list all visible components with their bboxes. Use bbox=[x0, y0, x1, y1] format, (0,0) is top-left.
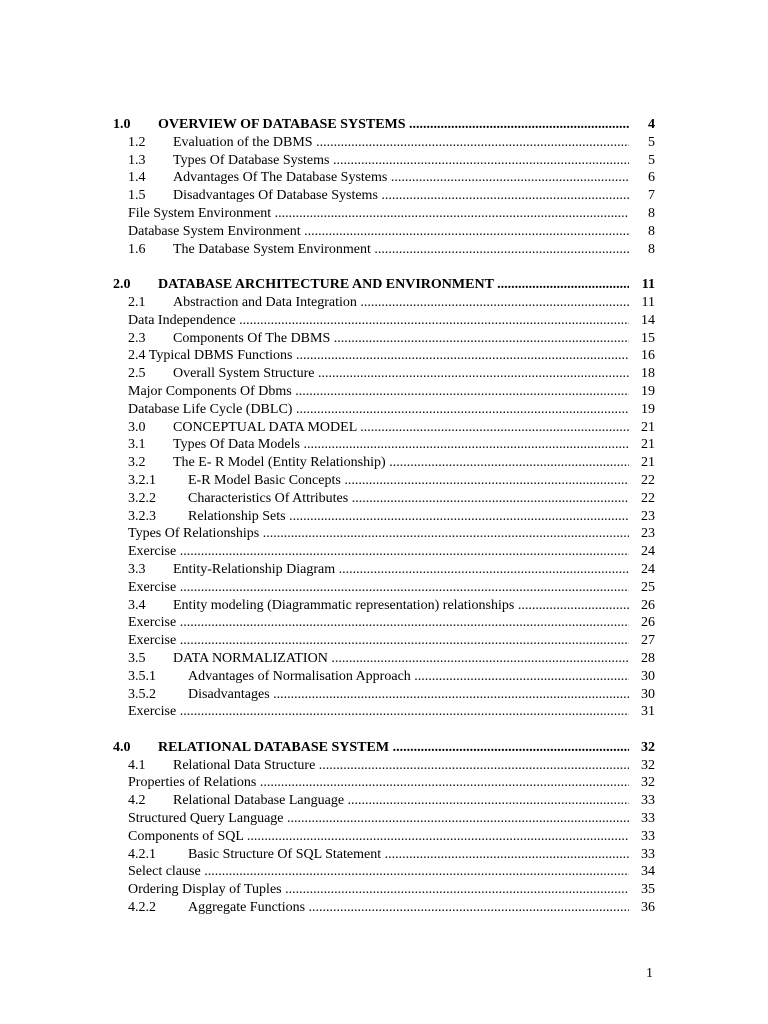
toc-entry bbox=[128, 881, 655, 899]
toc-entry-page: 5 bbox=[648, 134, 655, 150]
toc-entry-title: Types Of Database Systems bbox=[173, 152, 330, 168]
toc-entry-number: 4.2.2 bbox=[128, 900, 156, 916]
toc-entry-page: 22 bbox=[641, 472, 655, 488]
toc-entry-page: 8 bbox=[648, 241, 655, 257]
toc-entry bbox=[128, 169, 655, 187]
toc-entry-page: 28 bbox=[641, 650, 655, 666]
toc-entry bbox=[128, 152, 655, 170]
toc-entry-number: 2.3 bbox=[128, 330, 146, 346]
toc-entry-title: Characteristics Of Attributes bbox=[188, 490, 349, 506]
toc-entry bbox=[128, 134, 655, 152]
toc-entry-page: 16 bbox=[641, 348, 655, 364]
toc-entry-page: 22 bbox=[641, 490, 655, 506]
toc-entry bbox=[128, 508, 655, 526]
toc-entry-title: 2.4 Typical DBMS Functions bbox=[128, 348, 293, 364]
toc-entry-title: OVERVIEW OF DATABASE SYSTEMS bbox=[158, 117, 406, 132]
toc-entry-number: 3.5 bbox=[128, 650, 146, 666]
toc-entry bbox=[128, 668, 655, 686]
toc-entry bbox=[128, 792, 655, 810]
toc-entry-page: 18 bbox=[641, 366, 655, 382]
toc-entry-page: 23 bbox=[641, 508, 655, 524]
toc-entry-number: 4.2 bbox=[128, 793, 146, 809]
toc-entry-number: 1.5 bbox=[128, 188, 146, 204]
toc-entry bbox=[128, 347, 655, 365]
toc-entry-title: Major Components Of Dbms bbox=[128, 383, 292, 399]
toc-entry-page: 30 bbox=[641, 686, 655, 702]
toc-entry-page: 23 bbox=[641, 526, 655, 542]
toc-entry-number: 2.1 bbox=[128, 294, 146, 310]
page-number: 1 bbox=[646, 966, 653, 981]
toc-entry-page: 30 bbox=[641, 668, 655, 684]
toc-entry-page: 33 bbox=[641, 793, 655, 809]
toc-entry-page: 25 bbox=[641, 579, 655, 595]
toc-entry-title: Database System Environment bbox=[128, 223, 301, 239]
toc-entry bbox=[128, 597, 655, 615]
toc-entry-page: 5 bbox=[648, 152, 655, 168]
toc-entry-number: 3.2.1 bbox=[128, 472, 156, 488]
toc-entry bbox=[128, 846, 655, 864]
toc-entry-number: 2.5 bbox=[128, 366, 146, 382]
toc-entry-page: 21 bbox=[641, 437, 655, 453]
toc-entry-title: Relational Data Structure bbox=[173, 757, 316, 773]
toc-entry-title: DATA NORMALIZATION bbox=[173, 650, 328, 666]
toc-entry-title: E-R Model Basic Concepts bbox=[188, 472, 341, 488]
toc-entry-title: Properties of Relations bbox=[128, 775, 257, 791]
toc-entry bbox=[128, 187, 655, 205]
toc-entry-page: 24 bbox=[641, 561, 655, 577]
toc-entry-page: 31 bbox=[641, 704, 655, 720]
toc-entry-title: Structured Query Language bbox=[128, 811, 284, 827]
toc-entry-page: 7 bbox=[648, 188, 655, 204]
toc-entry-page: 21 bbox=[641, 455, 655, 471]
toc-entry-title: Advantages of Normalisation Approach bbox=[188, 668, 411, 684]
toc-entry-title: Relational Database Language bbox=[173, 793, 345, 809]
toc-entry-number: 3.2.3 bbox=[128, 508, 156, 524]
toc-entry-title: Disadvantages bbox=[188, 686, 270, 702]
toc-entry-number: 4.0 bbox=[113, 739, 131, 755]
toc-entry-number: 3.5.2 bbox=[128, 686, 156, 702]
toc-entry-page: 32 bbox=[641, 757, 655, 773]
toc-entry bbox=[128, 223, 655, 241]
toc-entry bbox=[128, 561, 655, 579]
toc-entry-page: 33 bbox=[641, 828, 655, 844]
toc-entry bbox=[128, 330, 655, 348]
toc-entry-title: Select clause bbox=[128, 864, 201, 880]
toc-entry-page: 4 bbox=[648, 117, 655, 132]
toc-entry-number: 3.5.1 bbox=[128, 668, 156, 684]
toc-entry-title: Ordering Display of Tuples bbox=[128, 882, 282, 898]
toc-entry bbox=[128, 472, 655, 490]
toc-entry bbox=[128, 632, 655, 650]
toc-entry bbox=[128, 703, 655, 721]
toc-entry-number: 3.1 bbox=[128, 437, 146, 453]
toc-entry bbox=[128, 436, 655, 454]
toc-entry bbox=[128, 401, 655, 419]
toc-entry-title: Database Life Cycle (DBLC) bbox=[128, 401, 293, 417]
toc-entry bbox=[128, 899, 655, 917]
toc-entry bbox=[128, 383, 655, 401]
toc-entry-page: 11 bbox=[641, 277, 655, 293]
toc-entry-number: 4.1 bbox=[128, 757, 146, 773]
toc-entry-page: 35 bbox=[641, 882, 655, 898]
toc-entry-page: 27 bbox=[641, 633, 655, 649]
toc-entry bbox=[113, 116, 655, 134]
toc-entry-title: Components Of The DBMS bbox=[173, 330, 331, 346]
toc-entry-number: 1.4 bbox=[128, 170, 146, 186]
toc-entry-title: Components of SQL bbox=[128, 828, 244, 844]
toc-entry-page: 6 bbox=[648, 170, 655, 186]
toc-entry bbox=[128, 490, 655, 508]
toc-entry-page: 19 bbox=[641, 383, 655, 399]
toc-entry bbox=[128, 543, 655, 561]
toc-entry-title: Entity-Relationship Diagram bbox=[173, 561, 336, 577]
toc-entry-page: 32 bbox=[641, 775, 655, 791]
toc-entry-page: 36 bbox=[641, 900, 655, 916]
toc-entry-page: 33 bbox=[641, 811, 655, 827]
toc-entry-page: 19 bbox=[641, 401, 655, 417]
toc-entry-title: Exercise bbox=[128, 615, 177, 631]
toc-entry-number: 1.3 bbox=[128, 152, 146, 168]
toc-entry-number: 3.2 bbox=[128, 455, 146, 471]
toc-entry bbox=[128, 294, 655, 312]
toc-entry-title: File System Environment bbox=[128, 205, 272, 221]
toc-entry bbox=[113, 276, 655, 294]
toc-entry bbox=[128, 810, 655, 828]
toc-entry-title: Overall System Structure bbox=[173, 366, 315, 382]
toc-entry-number: 1.0 bbox=[113, 117, 131, 132]
toc-entry-page: 15 bbox=[641, 330, 655, 346]
toc-entry-number: 3.0 bbox=[128, 419, 146, 435]
toc-entry-title: Exercise bbox=[128, 633, 177, 649]
toc-entry-title: Types Of Data Models bbox=[173, 437, 300, 453]
toc-entry-title: Relationship Sets bbox=[188, 508, 286, 524]
toc-entry-title: Types Of Relationships bbox=[128, 526, 260, 542]
toc-entry-number: 2.0 bbox=[113, 277, 131, 293]
toc-entry bbox=[128, 454, 655, 472]
toc-entry bbox=[128, 312, 655, 330]
toc-entry-page: 34 bbox=[641, 864, 655, 880]
toc-entry-title: RELATIONAL DATABASE SYSTEM bbox=[158, 739, 390, 755]
toc-entry-number: 3.3 bbox=[128, 561, 146, 577]
toc-entry-title: Advantages Of The Database Systems bbox=[173, 170, 388, 186]
toc-entry-page: 33 bbox=[641, 846, 655, 862]
toc-entry-page: 24 bbox=[641, 544, 655, 560]
toc-entry bbox=[128, 757, 655, 775]
toc-entry-title: Exercise bbox=[128, 704, 177, 720]
toc-entry-title: Data Independence bbox=[128, 312, 236, 328]
toc-entry bbox=[113, 739, 655, 757]
toc-entry-title: Aggregate Functions bbox=[188, 900, 306, 916]
toc-entry-title: DATABASE ARCHITECTURE AND ENVIRONMENT bbox=[158, 277, 494, 293]
toc-entry-page: 8 bbox=[648, 223, 655, 239]
table-of-contents bbox=[0, 116, 768, 917]
toc-entry-title: CONCEPTUAL DATA MODEL bbox=[173, 419, 357, 435]
toc-entry bbox=[128, 650, 655, 668]
toc-entry-number: 1.2 bbox=[128, 134, 146, 150]
toc-entry bbox=[128, 205, 655, 223]
toc-entry-page: 21 bbox=[641, 419, 655, 435]
toc-entry-number: 3.4 bbox=[128, 597, 146, 613]
toc-entry-number: 4.2.1 bbox=[128, 846, 156, 862]
toc-entry bbox=[128, 614, 655, 632]
toc-entry bbox=[128, 828, 655, 846]
toc-entry bbox=[128, 774, 655, 792]
toc-entry bbox=[128, 579, 655, 597]
toc-entry-title: Exercise bbox=[128, 579, 177, 595]
toc-entry-title: Entity modeling (Diagrammatic representation) relationships bbox=[173, 597, 515, 613]
toc-entry bbox=[128, 241, 655, 259]
toc-entry-page: 26 bbox=[641, 615, 655, 631]
toc-entry-page: 11 bbox=[641, 294, 655, 310]
toc-entry-title: Evaluation of the DBMS bbox=[173, 134, 313, 150]
toc-entry-title: Exercise bbox=[128, 544, 177, 560]
toc-entry-number: 1.6 bbox=[128, 241, 146, 257]
toc-entry bbox=[128, 419, 655, 437]
toc-entry-title: Disadvantages Of Database Systems bbox=[173, 188, 378, 204]
toc-entry-title: The Database System Environment bbox=[173, 241, 371, 257]
toc-entry-page: 8 bbox=[648, 205, 655, 221]
toc-entry bbox=[128, 863, 655, 881]
toc-entry-page: 14 bbox=[641, 312, 655, 328]
toc-entry-title: The E- R Model (Entity Relationship) bbox=[173, 455, 386, 471]
toc-entry-number: 3.2.2 bbox=[128, 490, 156, 506]
toc-entry-page: 26 bbox=[641, 597, 655, 613]
toc-entry bbox=[128, 365, 655, 383]
toc-entry bbox=[128, 525, 655, 543]
toc-entry bbox=[128, 686, 655, 704]
toc-entry-page: 32 bbox=[641, 739, 655, 755]
toc-entry-title: Basic Structure Of SQL Statement bbox=[188, 846, 382, 862]
toc-entry-title: Abstraction and Data Integration bbox=[173, 294, 357, 310]
